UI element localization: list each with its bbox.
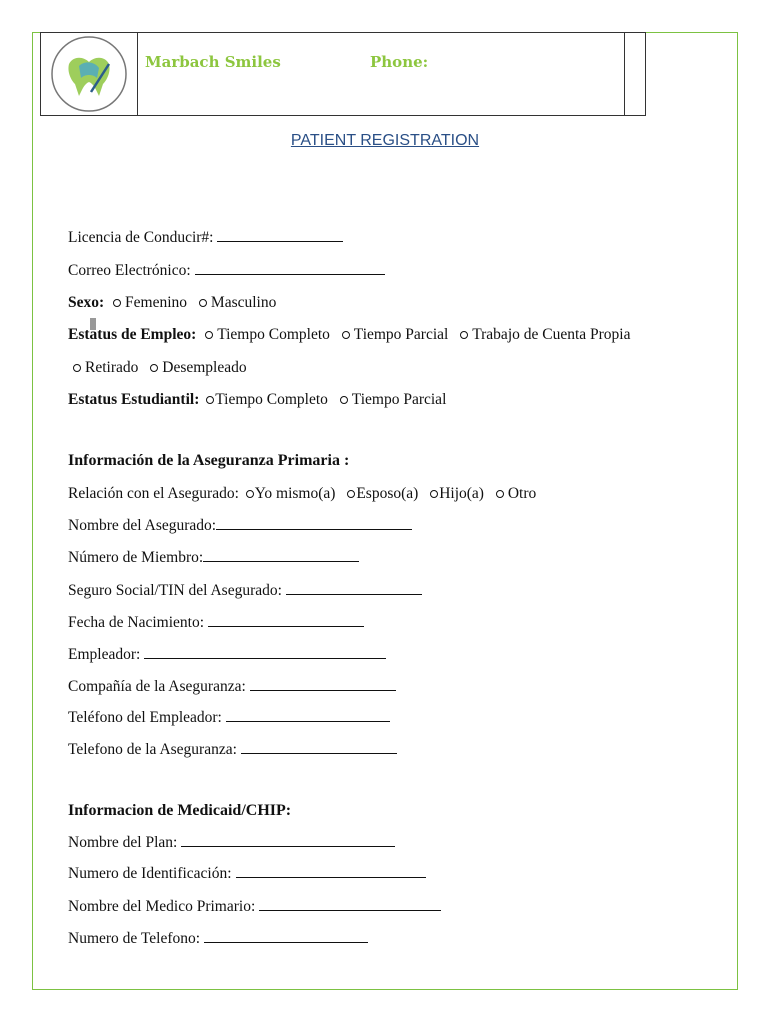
employer-phone-label: Teléfono del Empleador: [68,709,222,726]
employer-phone-row [68,708,390,728]
option-relation-other: Otro [507,485,537,502]
plan-row [68,833,395,853]
dob-label: Fecha de Nacimiento: [68,614,205,631]
insured-name-field[interactable] [216,517,412,530]
option-employment-full: Tiempo Completo [217,326,330,343]
radio-relation-self[interactable] [246,490,254,498]
form-title: PATIENT REGISTRATION [290,132,480,149]
radio-employment-retired[interactable] [73,364,81,372]
radio-student-full[interactable] [206,396,214,404]
license-label: Licencia de Conducir#: [68,229,214,246]
insurance-phone-field[interactable] [241,741,397,754]
radio-relation-spouse[interactable] [347,490,355,498]
sex-label: Sexo: [68,294,105,311]
insured-name-row [68,516,412,536]
company-row [68,677,396,697]
id-field[interactable] [236,865,426,878]
company-field[interactable] [250,678,396,691]
employer-phone-field[interactable] [226,709,390,722]
option-student-full: Tiempo Completo [215,391,328,408]
doctor-row [68,897,441,917]
radio-employment-self[interactable] [460,331,468,339]
dob-field[interactable] [208,614,364,627]
letterhead [40,32,646,116]
ssn-row [68,581,422,601]
employment-row-2 [68,358,250,378]
plan-field[interactable] [181,834,395,847]
tooth-logo-icon [49,34,129,114]
radio-relation-child[interactable] [430,490,438,498]
header-end-cell [625,33,645,115]
employment-label: Estatus de Empleo: [68,326,197,343]
dob-row [68,613,364,633]
logo-cell [41,33,138,115]
option-relation-self: Yo mismo(a) [254,485,336,502]
radio-employment-unemployed[interactable] [150,364,158,372]
student-row [68,390,449,410]
member-number-label: Número de Miembro: [68,549,204,566]
medicaid-phone-field[interactable] [204,930,368,943]
option-employment-unemployed: Desempleado [162,359,247,376]
radio-masculino[interactable] [199,299,207,307]
phone-row [68,929,368,949]
id-label: Numero de Identificación: [68,865,232,882]
radio-student-part[interactable] [340,396,348,404]
medicaid-phone-label: Numero de Telefono: [68,930,201,947]
company-label: Compañía de la Aseguranza: [68,678,246,695]
employer-row [68,645,386,665]
student-label: Estatus Estudiantil: [68,391,200,408]
form-title-row [0,132,770,150]
option-employment-part: Tiempo Parcial [353,326,449,343]
insurance-phone-label: Telefono de la Aseguranza: [68,741,237,758]
option-masculino: Masculino [210,294,277,311]
radio-femenino[interactable] [113,299,121,307]
employer-label: Empleador: [68,646,141,663]
email-field[interactable] [195,262,385,275]
email-row [68,261,385,281]
ssn-field[interactable] [286,582,422,595]
insurance-phone-row [68,740,397,760]
sex-row [68,293,279,313]
plan-label: Nombre del Plan: [68,834,178,851]
header-info-cell [138,33,625,115]
email-label: Correo Electrónico: [68,262,191,279]
ssn-label: Seguro Social/TIN del Asegurado: [68,582,282,599]
option-employment-self: Trabajo de Cuenta Propia [472,326,631,343]
phone-label: Phone: [370,53,429,71]
id-row [68,864,426,884]
radio-employment-full[interactable] [205,331,213,339]
relation-label: Relación con el Asegurado: [68,485,239,502]
primary-insurance-heading: Información de la Aseguranza Primaria : [68,452,350,469]
option-student-part: Tiempo Parcial [351,391,447,408]
employer-field[interactable] [144,646,386,659]
license-field[interactable] [217,229,343,242]
radio-relation-other[interactable] [496,490,504,498]
radio-employment-part[interactable] [342,331,350,339]
practice-name: Marbach Smiles [145,53,281,71]
doctor-field[interactable] [259,898,441,911]
option-relation-spouse: Esposo(a) [356,485,419,502]
license-row [68,228,343,248]
option-relation-child: Hijo(a) [439,485,484,502]
option-employment-retired: Retirado [85,359,139,376]
member-number-row [68,548,359,568]
insured-name-label: Nombre del Asegurado: [68,517,217,534]
member-number-field[interactable] [203,549,359,562]
medicaid-heading: Informacion de Medicaid/CHIP: [68,802,292,819]
option-femenino: Femenino [125,294,188,311]
employment-row [68,325,634,345]
doctor-label: Nombre del Medico Primario: [68,898,256,915]
relation-row [68,484,539,504]
